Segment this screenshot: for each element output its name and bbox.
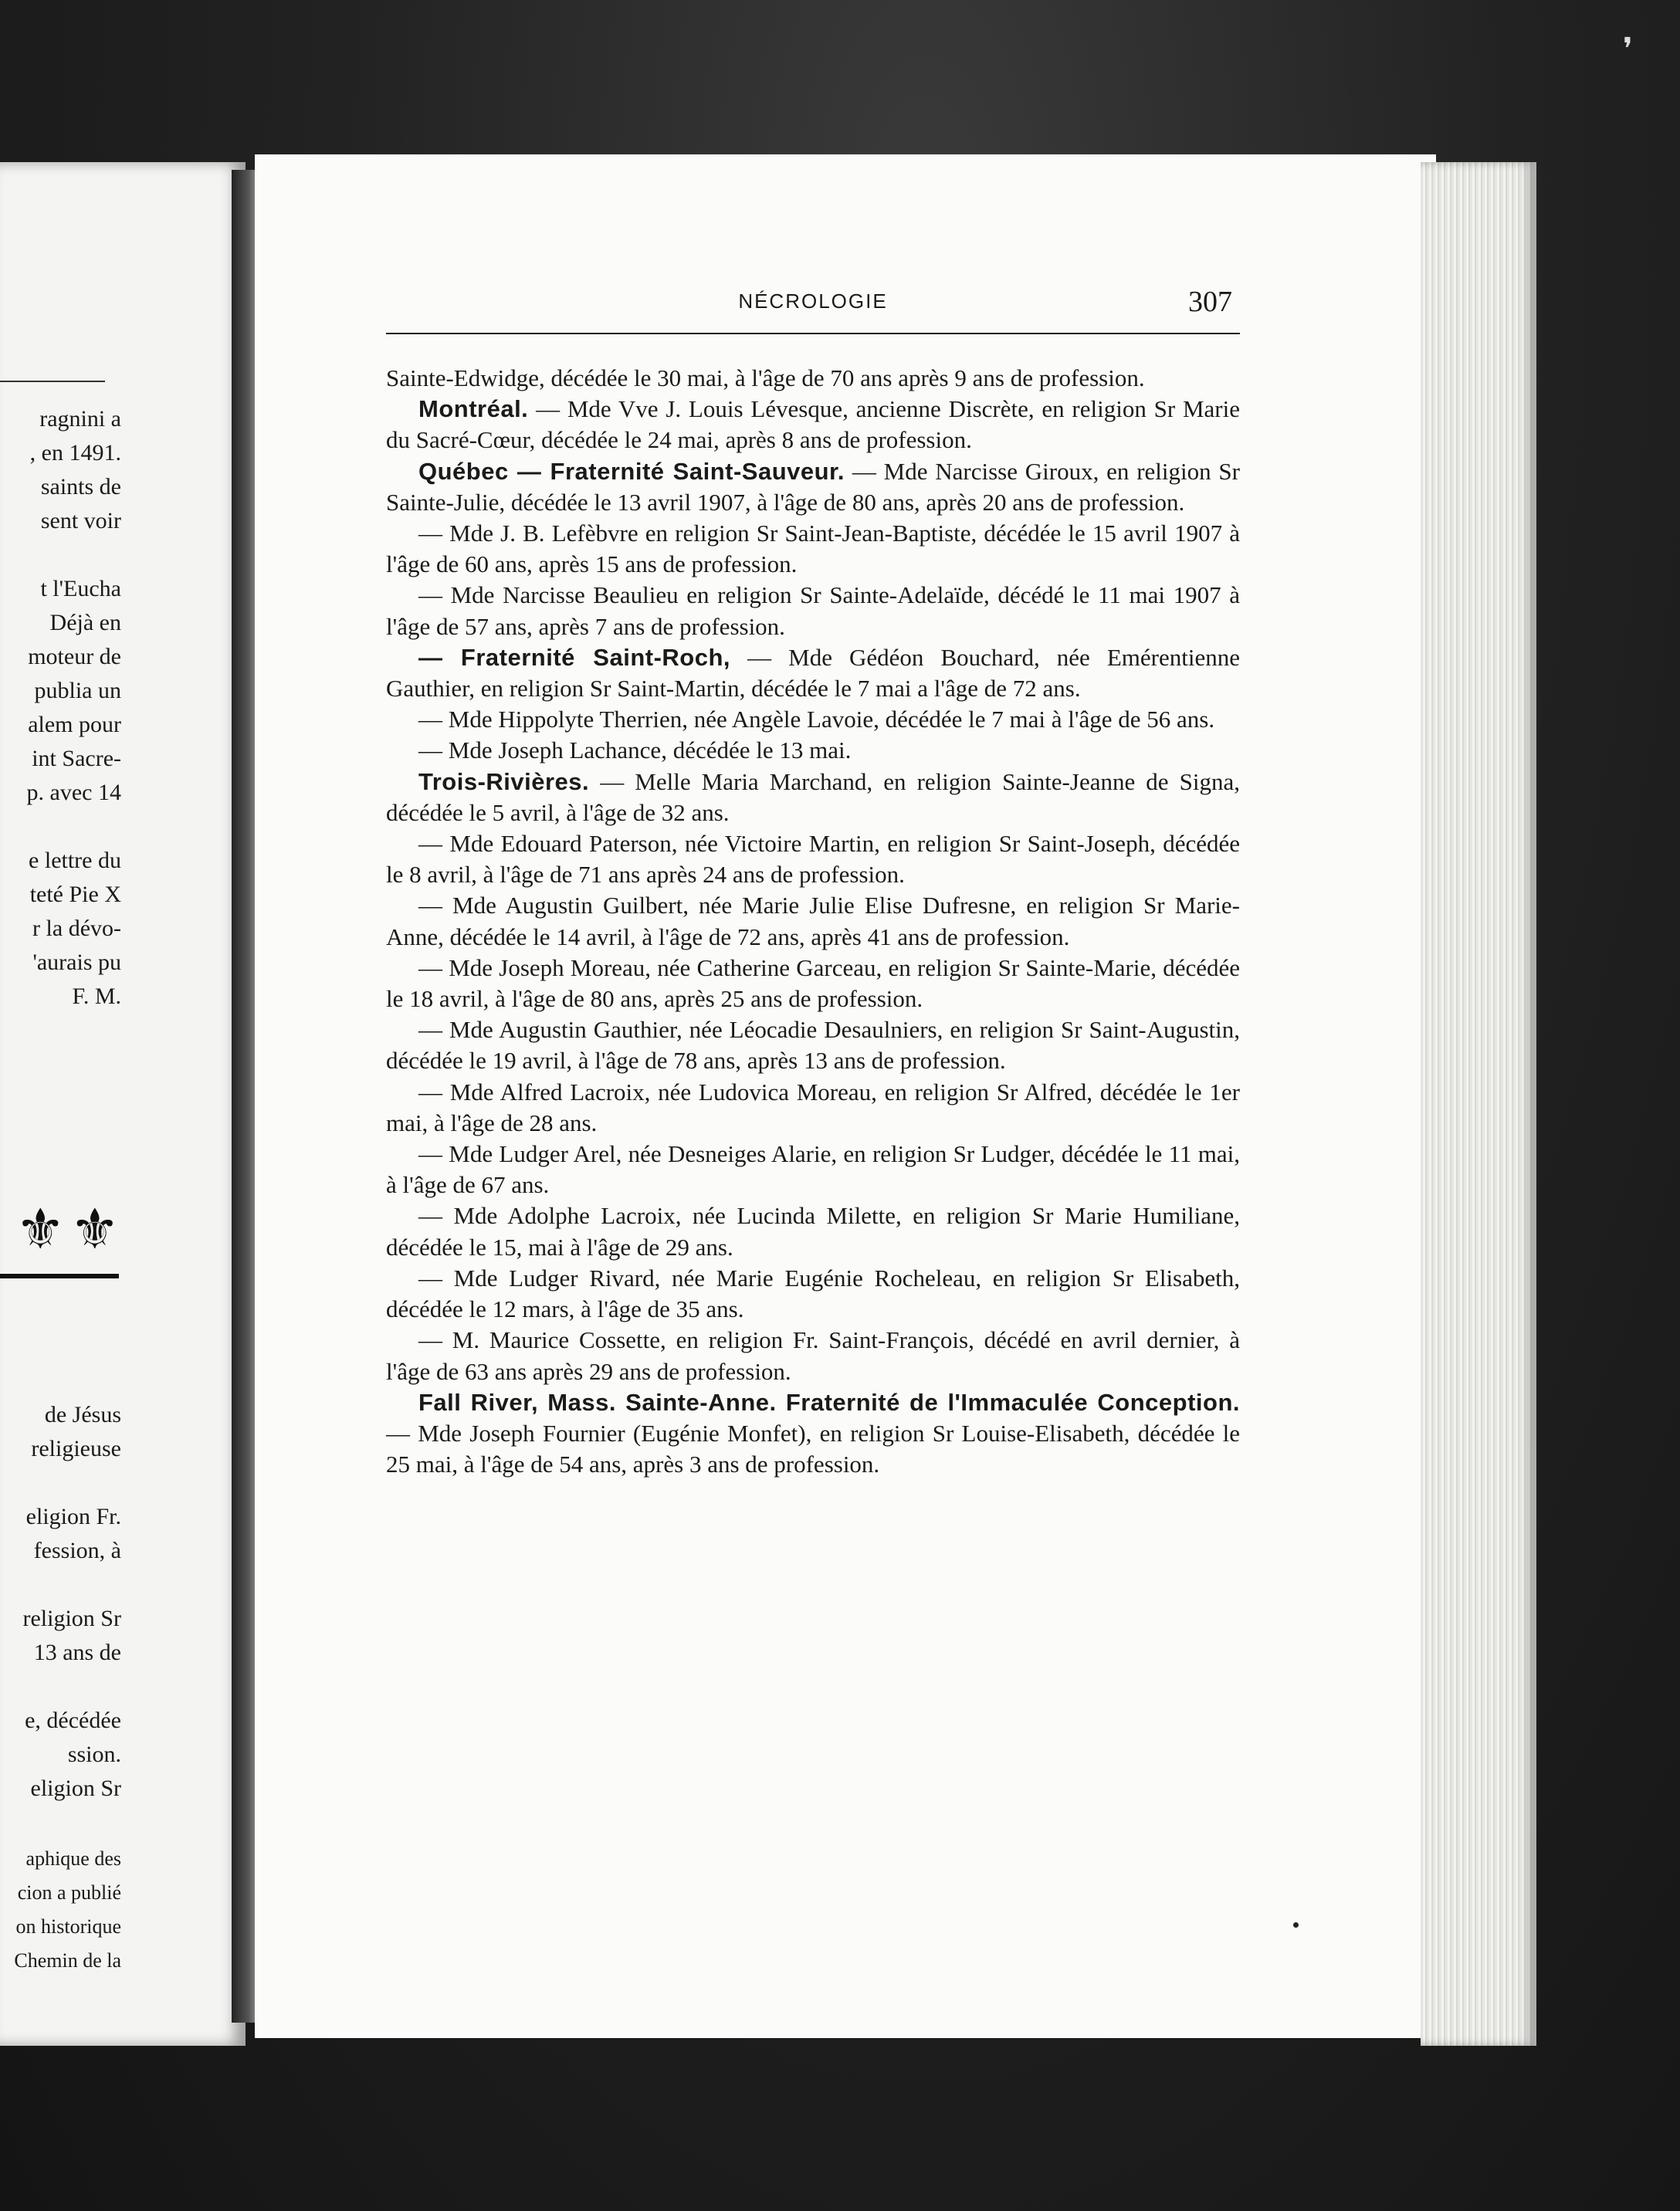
paragraph-text: — Melle Maria Marchand, en religion Sainte-Jeanne de Signa, décédée le 5 avril, à l'âge de 32 ans.: [386, 767, 1240, 826]
place-heading: Fall River, Mass. Sainte-Anne. Fraternité de l'Immaculée Conception.: [418, 1388, 1240, 1416]
left-line: ragnini a: [39, 406, 121, 432]
running-header: [386, 286, 1240, 344]
place-heading: Québec — Fraternité Saint-Sauveur.: [418, 457, 845, 485]
paragraph-text: — Mde Narcisse Giroux, en religion Sr Sainte-Julie, décédée le 13 avril 1907, à l'âge de 80 ans, après 20 ans de profession.: [386, 457, 1240, 516]
left-line: , en 1491.: [29, 440, 121, 466]
left-line: F. M.: [72, 984, 121, 1009]
paragraph: [386, 394, 1240, 455]
left-line: ssion.: [67, 1742, 121, 1767]
left-line: religion Sr: [22, 1606, 121, 1631]
left-line: teté Pie X: [29, 882, 121, 907]
ink-speck: [1293, 1922, 1299, 1928]
left-line: 'aurais pu: [32, 950, 121, 975]
paragraph: — Mde Augustin Guilbert, née Marie Julie Elise Dufresne, en religion Sr Marie-Anne, décédée le 14 avril, à l'âge de 72 ans, après 41 ans de profession.: [386, 892, 1240, 950]
paragraph: — Mde Augustin Gauthier, née Léocadie Desaulniers, en religion Sr Saint-Augustin, décédée le 19 avril, à l'âge de 78 ans, après 13 ans de profession.: [386, 1016, 1240, 1075]
left-line: Déjà en: [49, 610, 121, 635]
left-line: sent voir: [40, 508, 121, 533]
paragraph-text: — Mde Gédéon Bouchard, née Emérentienne Gauthier, en religion Sr Saint-Martin, décédée le 7 mai a l'âge de 72 ans.: [386, 643, 1241, 703]
left-line: e lettre du: [29, 848, 121, 873]
left-line: int Sacre-: [32, 746, 121, 771]
fleur-de-lis-ornament-icon: ⚜⚜: [15, 1199, 125, 1261]
left-line: religieuse: [31, 1436, 121, 1461]
left-line: saints de: [40, 474, 121, 499]
paragraph: — Mde J. B. Lefèbvre en religion Sr Saint-Jean-Baptiste, décédée le 15 avril 1907 à l'âge de 60 ans, après 15 ans de profession.: [386, 520, 1240, 578]
left-line: de Jésus: [44, 1402, 121, 1427]
paragraph: [386, 1387, 1240, 1481]
paragraph: — Mde Joseph Lachance, décédée le 13 mai.: [418, 736, 852, 764]
left-line: moteur de: [28, 644, 121, 669]
paragraph-text: — Mde Joseph Fournier (Eugénie Monfet), en religion Sr Louise-Elisabeth, décédée le 25 mai, à l'âge de 54 ans, après 3 ans de profession.: [386, 1419, 1240, 1478]
left-page-rule: [0, 381, 105, 382]
paragraph: — Mde Hippolyte Therrien, née Angèle Lavoie, décédée le 7 mai à l'âge de 56 ans.: [418, 706, 1215, 733]
left-line: r la dévo-: [32, 916, 121, 941]
page-number: 307: [1188, 286, 1232, 318]
paragraph: — Mde Adolphe Lacroix, née Lucinda Milette, en religion Sr Marie Humiliane, décédée le 15, mai à l'âge de 29 ans.: [386, 1202, 1240, 1261]
paragraph: — M. Maurice Cossette, en religion Fr. Saint-François, décédé en avril dernier, à l'âge de 63 ans après 29 ans de profession.: [386, 1326, 1240, 1385]
left-line: alem pour: [28, 712, 121, 737]
scan-corner-mark: ❜: [1623, 32, 1633, 66]
paragraph: — Mde Narcisse Beaulieu en religion Sr Sainte-Adelaïde, décédé le 11 mai 1907 à l'âge de 57 ans, après 7 ans de profession.: [386, 581, 1240, 640]
left-facing-page: [0, 162, 246, 2046]
paragraph: — Mde Alfred Lacroix, née Ludovica Moreau, en religion Sr Alfred, décédée le 1er mai, à l'âge de 28 ans.: [386, 1078, 1240, 1136]
paragraph: — Mde Ludger Rivard, née Marie Eugénie Rocheleau, en religion Sr Elisabeth, décédée le 12 mars, à l'âge de 35 ans.: [386, 1264, 1240, 1323]
left-line: t l'Eucha: [40, 576, 121, 601]
paragraph: — Mde Ludger Arel, née Desneiges Alarie, en religion Sr Ludger, décédée le 11 mai, à l'âge de 67 ans.: [386, 1140, 1240, 1199]
left-line: aphique des: [25, 1847, 121, 1870]
place-heading: Trois-Rivières.: [418, 767, 590, 795]
page-edges: [1421, 162, 1536, 2046]
place-heading: — Fraternité Saint-Roch,: [418, 643, 731, 671]
left-line: p. avec 14: [26, 780, 121, 805]
paragraph: [386, 642, 1240, 704]
left-line: eligion Sr: [30, 1776, 121, 1801]
paragraph: [386, 456, 1240, 518]
left-line: cion a publié: [17, 1881, 121, 1904]
paragraph: — Mde Joseph Moreau, née Catherine Garceau, en religion Sr Sainte-Marie, décédée le 18 avril, à l'âge de 80 ans, après 25 ans de profession.: [386, 953, 1240, 1013]
left-line: 13 ans de: [33, 1640, 121, 1665]
left-line: publia un: [34, 678, 121, 703]
paragraph: Sainte-Edwidge, décédée le 30 mai, à l'âge de 70 ans après 9 ans de profession.: [386, 364, 1145, 391]
paragraph: — Mde Edouard Paterson, née Victoire Martin, en religion Sr Saint-Joseph, décédée le 8 avril, à l'âge de 71 ans après 24 ans de profession.: [386, 830, 1240, 889]
left-line: fession, à: [33, 1538, 121, 1563]
left-page-thick-rule: [0, 1274, 119, 1278]
header-rule: [386, 333, 1240, 334]
running-head-title: NÉCROLOGIE: [738, 289, 888, 313]
paragraph-text: — Mde Vve J. Louis Lévesque, ancienne Discrète, en religion Sr Marie du Sacré-Cœur, décédée le 24 mai, après 8 ans de profession.: [386, 395, 1240, 454]
left-line: eligion Fr.: [25, 1504, 121, 1529]
left-line: e, décédée: [25, 1708, 121, 1733]
paragraph: [386, 767, 1240, 828]
necrology-text: [386, 363, 1240, 1480]
left-line: Chemin de la: [14, 1949, 121, 1972]
place-heading: Montréal.: [418, 395, 529, 423]
left-line: on historique: [15, 1915, 121, 1938]
